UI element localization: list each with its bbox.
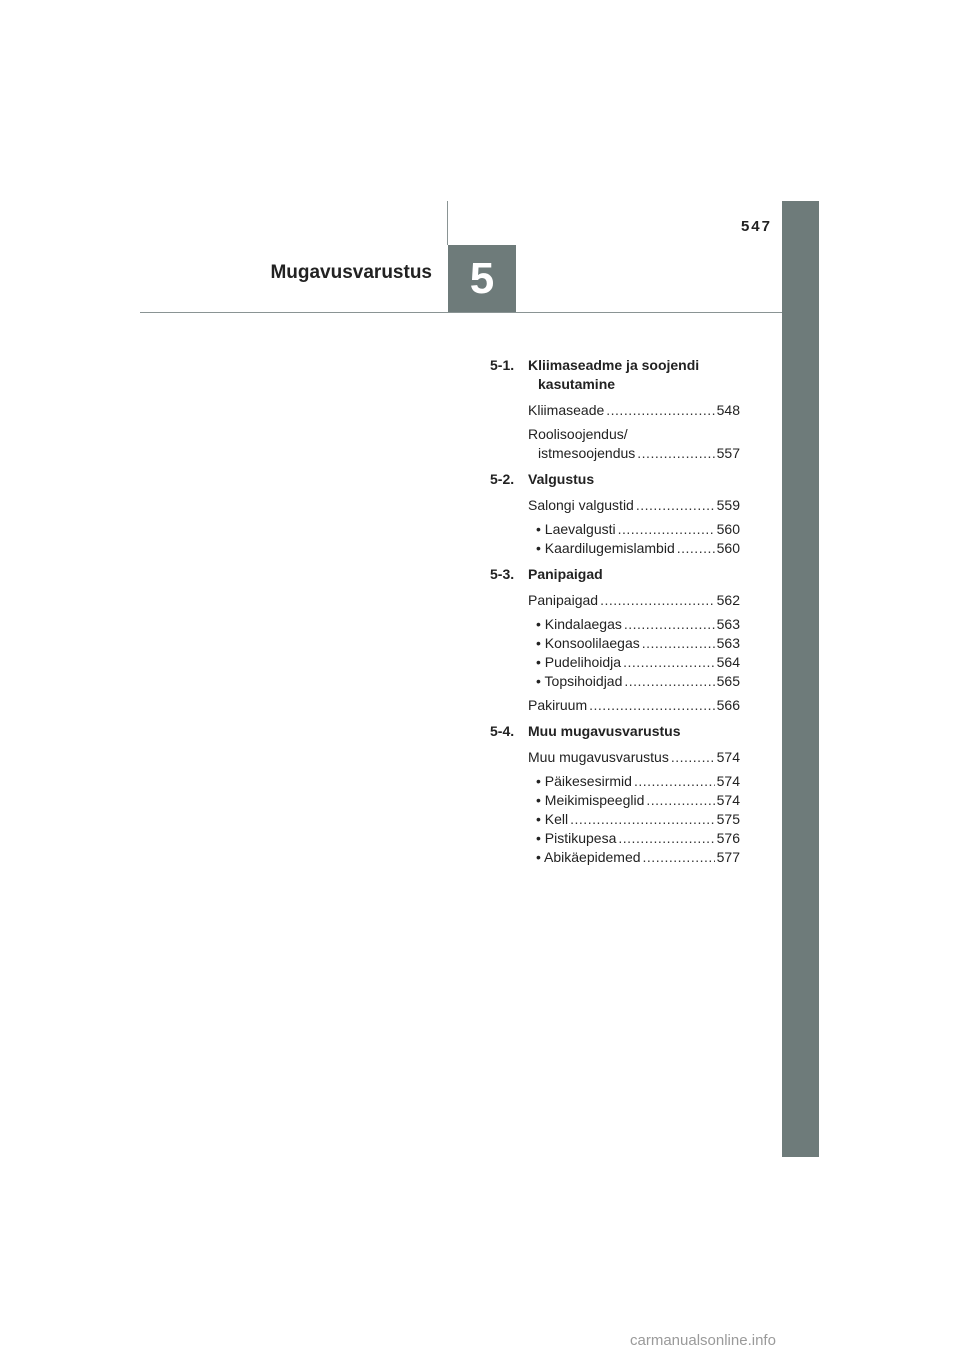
chapter-title: Mugavusvarustus — [270, 262, 432, 283]
entry-page: 563 — [716, 635, 740, 651]
toc-subentry[interactable] — [490, 791, 740, 810]
section-number: 5-2. — [490, 471, 515, 487]
section-number: 5-4. — [490, 723, 515, 739]
dot-leader — [677, 539, 715, 558]
entry-label: • Abikäepidemed — [536, 849, 641, 865]
entry-page: 566 — [716, 697, 740, 713]
toc-subentry[interactable] — [490, 829, 740, 848]
entry-label: • Kindalaegas — [536, 616, 622, 632]
section-heading — [490, 565, 740, 584]
entry-page: 562 — [716, 592, 740, 608]
section-heading — [490, 356, 740, 394]
dot-leader — [637, 444, 714, 463]
entry-label: • Pistikupesa — [536, 830, 617, 846]
dot-leader — [643, 848, 715, 867]
entry-label: Muu mugavusvarustus — [528, 749, 669, 765]
entry-label-line2: istmesoojendus — [538, 445, 636, 461]
entry-label: Kliimaseade — [528, 402, 605, 418]
entry-label: • Topsihoidjad — [536, 673, 623, 689]
dot-leader — [642, 634, 715, 653]
toc-subentry[interactable] — [490, 653, 740, 672]
entry-label: Salongi valgustid — [528, 497, 634, 513]
toc-subentry[interactable] — [490, 848, 740, 867]
toc-entry[interactable] — [490, 496, 740, 515]
dot-leader — [570, 810, 715, 829]
dot-leader — [634, 772, 715, 791]
watermark-text: carmanualsonline.info — [630, 1332, 776, 1349]
section-heading — [490, 722, 740, 741]
entry-page: 576 — [716, 830, 740, 846]
toc-section-5-3 — [490, 565, 740, 715]
entry-page: 574 — [716, 792, 740, 808]
toc-entry[interactable] — [490, 748, 740, 767]
dot-leader — [618, 520, 715, 539]
toc-subentry[interactable] — [490, 810, 740, 829]
section-title: Valgustus — [528, 471, 595, 487]
chapter-number-box: 5 — [448, 245, 516, 313]
toc-entry[interactable] — [490, 425, 740, 463]
entry-page: 564 — [716, 654, 740, 670]
entry-label: • Laevalgusti — [536, 521, 616, 537]
dot-leader — [671, 748, 715, 767]
section-title-line2: kasutamine — [538, 376, 616, 392]
toc-subentry[interactable] — [490, 634, 740, 653]
entry-page: 565 — [716, 673, 740, 689]
entry-page: 560 — [716, 521, 740, 537]
entry-page: 548 — [716, 402, 740, 418]
section-number: 5-3. — [490, 566, 515, 582]
dot-leader — [606, 401, 714, 420]
toc-section-5-4 — [490, 722, 740, 867]
section-title: Muu mugavusvarustus — [528, 723, 681, 739]
dot-leader — [589, 696, 715, 715]
entry-label: • Pudelihoidja — [536, 654, 622, 670]
entry-page: 563 — [716, 616, 740, 632]
dot-leader — [618, 829, 714, 848]
entry-page: 575 — [716, 811, 740, 827]
entry-page: 559 — [716, 497, 740, 513]
section-title: Panipaigad — [528, 566, 603, 582]
entry-label: • Meikimispeeglid — [536, 792, 645, 808]
toc-subentry[interactable] — [490, 672, 740, 691]
toc-section-5-1 — [490, 356, 740, 463]
toc-entry[interactable] — [490, 696, 740, 715]
toc-section-5-2 — [490, 470, 740, 558]
dot-leader — [646, 791, 714, 810]
entry-page: 574 — [716, 749, 740, 765]
header-horizontal-rule — [140, 312, 782, 313]
entry-page: 574 — [716, 773, 740, 789]
table-of-contents — [490, 356, 740, 874]
header-vertical-rule — [447, 201, 448, 245]
entry-label: • Päikesesirmid — [536, 773, 632, 789]
page-number: 547 — [740, 218, 772, 235]
dot-leader — [600, 591, 715, 610]
toc-subentry[interactable] — [490, 772, 740, 791]
entry-label-line1: Roolisoojendus/ — [528, 426, 628, 442]
section-title — [528, 356, 740, 394]
dot-leader — [623, 653, 715, 672]
entry-label: • Konsoolilaegas — [536, 635, 640, 651]
toc-subentry[interactable] — [490, 520, 740, 539]
entry-label: • Kaardilugemislambid — [536, 540, 675, 556]
toc-subentry[interactable] — [490, 539, 740, 558]
entry-label: • Kell — [536, 811, 569, 827]
dot-leader — [624, 672, 714, 691]
entry-label: Pakiruum — [528, 697, 588, 713]
section-title-line1: Kliimaseadme ja soojendi — [528, 357, 700, 373]
toc-entry[interactable] — [490, 591, 740, 610]
entry-page: 577 — [716, 849, 740, 865]
toc-entry[interactable] — [490, 401, 740, 420]
entry-page: 557 — [716, 445, 740, 461]
entry-label: Panipaigad — [528, 592, 599, 608]
dot-leader — [636, 496, 715, 515]
dot-leader — [624, 615, 715, 634]
chapter-side-tab — [782, 201, 819, 1157]
toc-subentry[interactable] — [490, 615, 740, 634]
section-heading — [490, 470, 740, 489]
section-number: 5-1. — [490, 357, 515, 373]
entry-page: 560 — [716, 540, 740, 556]
